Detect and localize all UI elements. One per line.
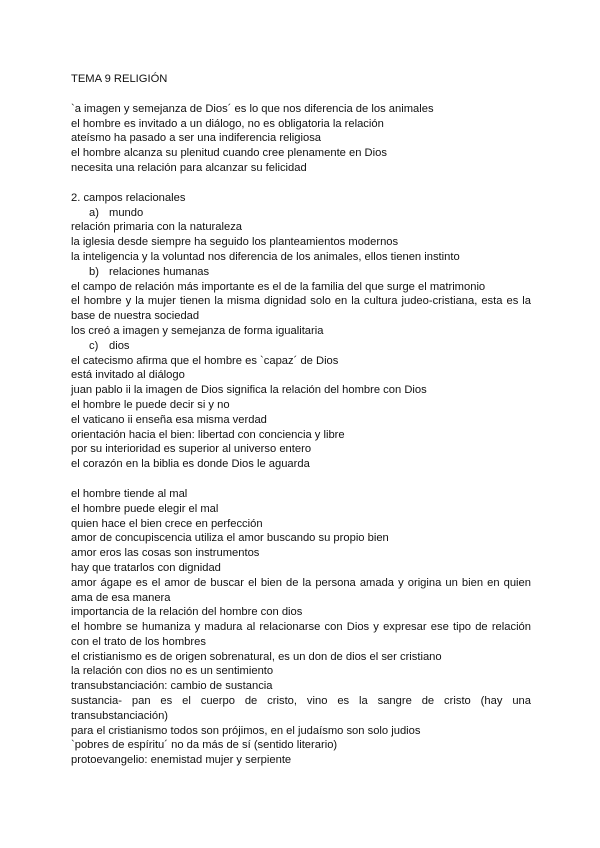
text-line: la iglesia desde siempre ha seguido los planteamientos modernos <box>71 236 399 249</box>
text-line: quien hace el bien crece en perfección <box>71 517 263 530</box>
text-line: los creó a imagen y semejanza de forma igualitaria <box>71 324 324 337</box>
text-line: importancia de la relación del hombre con dios <box>71 606 303 619</box>
subheading-dios <box>71 339 531 354</box>
text-line: el hombre le puede decir si y no <box>71 398 230 411</box>
text-line: el corazón en la biblia es donde Dios le aguarda <box>71 458 310 471</box>
text-line: amor de concupiscencia utiliza el amor buscando su propio bien <box>71 532 389 545</box>
text-line: transubstanciación: cambio de sustancia <box>71 680 273 693</box>
subheading-mundo <box>71 206 531 221</box>
text-line: por su interioridad es superior al universo entero <box>71 443 312 456</box>
list-marker: b) <box>89 265 99 278</box>
section-heading: 2. campos relacionales <box>71 191 186 204</box>
text-line: necesita una relación para alcanzar su felicidad <box>71 161 307 174</box>
text-line: para el cristianismo todos son prójimos, en el judaísmo son solo judios <box>71 724 421 737</box>
text-line: la relación con dios no es un sentimiento <box>71 665 274 678</box>
text-line: el cristianismo es de origen sobrenatural, es un don de dios el ser cristiano <box>71 650 442 663</box>
text-line: está invitado al diálogo <box>71 369 185 382</box>
text-line: relación primaria con la naturaleza <box>71 221 243 234</box>
text-line: el catecismo afirma que el hombre es `capaz´ de Dios <box>71 354 339 367</box>
subheading-label: relaciones humanas <box>109 265 210 278</box>
list-marker: a) <box>89 206 99 219</box>
text-line: `pobres de espíritu´ no da más de sí (sentido literario) <box>71 739 338 752</box>
text-line: el hombre alcanza su plenitud cuando cree plenamente en Dios <box>71 147 387 160</box>
list-marker: c) <box>89 339 99 352</box>
text-paragraph: el hombre y la mujer tienen la misma dignidad solo en la cultura judeo-cristiana, esta es la base de nuestra sociedad <box>71 295 531 323</box>
text-paragraph: sustancia- pan es el cuerpo de cristo, vino es la sangre de cristo (hay una transubstanciación) <box>71 695 531 722</box>
text-line: amor eros las cosas son instrumentos <box>71 547 260 560</box>
text-line: `a imagen y semejanza de Dios´ es lo que nos diferencia de los animales <box>71 102 434 115</box>
text-line: el hombre tiende al mal <box>71 487 188 500</box>
subheading-relaciones-humanas <box>71 265 531 280</box>
text-line: orientación hacia el bien: libertad con conciencia y libre <box>71 428 345 441</box>
spacer <box>71 176 531 191</box>
subheading-label: dios <box>109 339 130 352</box>
text-line: la inteligencia y la voluntad nos diferencia de los animales, ellos tienen instinto <box>71 250 460 263</box>
text-line: el campo de relación más importante es el de la familia del que surge el matrimonio <box>71 280 486 293</box>
text-line: juan pablo ii la imagen de Dios significa la relación del hombre con Dios <box>71 384 427 397</box>
text-line: el hombre puede elegir el mal <box>71 502 219 515</box>
section-campos-relacionales <box>71 191 531 472</box>
spacer <box>71 472 531 487</box>
text-line: protoevangelio: enemistad mujer y serpiente <box>71 754 292 767</box>
text-paragraph: el hombre se humaniza y madura al relacionarse con Dios y expresar ese tipo de relación con el trato de los hombres <box>71 621 531 648</box>
notes-block <box>71 487 531 768</box>
text-line: el vaticano ii enseña esa misma verdad <box>71 413 267 426</box>
document-title: TEMA 9 RELIGIÓN <box>71 73 168 85</box>
text-line: ateísmo ha pasado a ser una indiferencia religiosa <box>71 132 322 145</box>
subheading-label: mundo <box>109 206 144 219</box>
intro-block <box>71 102 531 176</box>
text-line: el hombre es invitado a un diálogo, no es obligatoria la relación <box>71 117 384 130</box>
text-paragraph: amor ágape es el amor de buscar el bien de la persona amada y origina un bien en quien ama de esa manera <box>71 576 531 604</box>
document-body <box>71 72 531 768</box>
text-line: hay que tratarlos con dignidad <box>71 561 221 574</box>
